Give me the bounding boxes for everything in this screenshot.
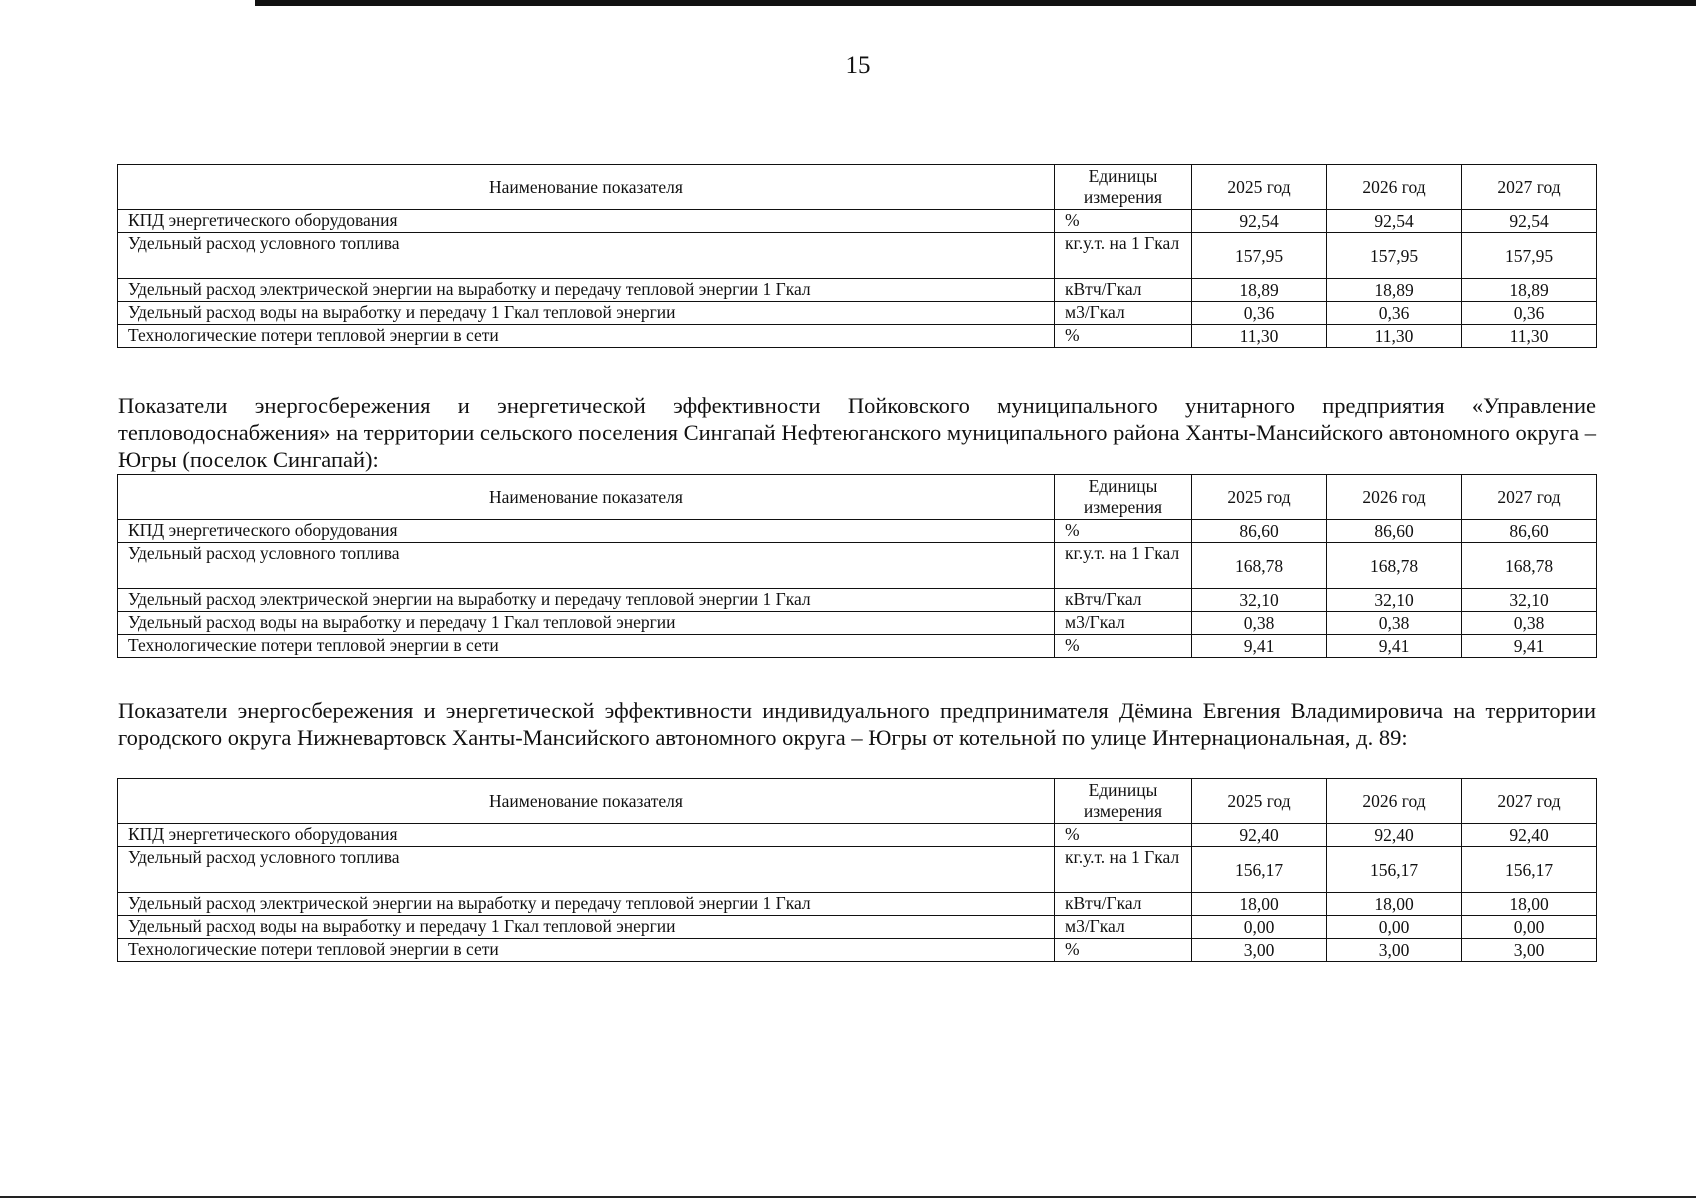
- row-name: Технологические потери тепловой энергии в сети: [118, 939, 1055, 962]
- top-rule: [255, 0, 1696, 6]
- row-value-2025: 92,40: [1192, 824, 1327, 847]
- row-unit: %: [1055, 939, 1192, 962]
- row-value-2027: 11,30: [1462, 325, 1597, 348]
- row-name: Удельный расход воды на выработку и передачу 1 Гкал тепловой энергии: [118, 302, 1055, 325]
- row-unit: м3/Гкал: [1055, 612, 1192, 635]
- row-value-2027: 3,00: [1462, 939, 1597, 962]
- row-value-2026: 18,89: [1327, 279, 1462, 302]
- row-name: Удельный расход воды на выработку и передачу 1 Гкал тепловой энергии: [118, 612, 1055, 635]
- indicators-table-1: [117, 164, 1597, 348]
- header-2027: 2027 год: [1462, 475, 1597, 520]
- row-value-2026: 0,38: [1327, 612, 1462, 635]
- indicators-table-3: [117, 778, 1597, 962]
- page-number: 15: [845, 52, 871, 79]
- header-name: Наименование показателя: [118, 475, 1055, 520]
- row-value-2026: 11,30: [1327, 325, 1462, 348]
- table-row: [118, 589, 1597, 612]
- row-name: Технологические потери тепловой энергии в сети: [118, 635, 1055, 658]
- row-value-2027: 157,95: [1462, 233, 1597, 279]
- row-value-2026: 32,10: [1327, 589, 1462, 612]
- row-value-2025: 168,78: [1192, 543, 1327, 589]
- header-unit: Единицы измерения: [1055, 475, 1192, 520]
- row-unit: кВтч/Гкал: [1055, 279, 1192, 302]
- header-2025: 2025 год: [1192, 475, 1327, 520]
- row-value-2026: 9,41: [1327, 635, 1462, 658]
- row-value-2025: 156,17: [1192, 847, 1327, 893]
- row-value-2026: 92,54: [1327, 210, 1462, 233]
- indicators-table-2: [117, 474, 1597, 658]
- table-row: [118, 520, 1597, 543]
- table-row: [118, 916, 1597, 939]
- table-row: [118, 233, 1597, 279]
- header-2027: 2027 год: [1462, 779, 1597, 824]
- row-name: Удельный расход условного топлива: [118, 233, 1055, 279]
- row-unit: м3/Гкал: [1055, 916, 1192, 939]
- row-value-2027: 168,78: [1462, 543, 1597, 589]
- row-value-2026: 168,78: [1327, 543, 1462, 589]
- header-2025: 2025 год: [1192, 165, 1327, 210]
- row-name: Удельный расход электрической энергии на выработку и передачу тепловой энергии 1 Гкал: [118, 893, 1055, 916]
- table-header-row: [118, 165, 1597, 210]
- row-value-2026: 0,00: [1327, 916, 1462, 939]
- table-row: [118, 939, 1597, 962]
- row-unit: %: [1055, 824, 1192, 847]
- header-name: Наименование показателя: [118, 165, 1055, 210]
- row-value-2025: 92,54: [1192, 210, 1327, 233]
- row-value-2026: 157,95: [1327, 233, 1462, 279]
- row-value-2025: 18,00: [1192, 893, 1327, 916]
- row-name: КПД энергетического оборудования: [118, 210, 1055, 233]
- table-row: [118, 210, 1597, 233]
- row-value-2025: 86,60: [1192, 520, 1327, 543]
- row-value-2027: 18,89: [1462, 279, 1597, 302]
- table-row: [118, 847, 1597, 893]
- row-unit: кг.у.т. на 1 Гкал: [1055, 847, 1192, 893]
- row-name: КПД энергетического оборудования: [118, 824, 1055, 847]
- row-value-2026: 86,60: [1327, 520, 1462, 543]
- row-value-2025: 18,89: [1192, 279, 1327, 302]
- row-value-2025: 9,41: [1192, 635, 1327, 658]
- table-row: [118, 635, 1597, 658]
- row-value-2027: 9,41: [1462, 635, 1597, 658]
- row-name: Удельный расход условного топлива: [118, 543, 1055, 589]
- row-value-2025: 11,30: [1192, 325, 1327, 348]
- header-name: Наименование показателя: [118, 779, 1055, 824]
- table-row: [118, 302, 1597, 325]
- row-value-2027: 156,17: [1462, 847, 1597, 893]
- table-row: [118, 612, 1597, 635]
- row-value-2027: 32,10: [1462, 589, 1597, 612]
- header-2026: 2026 год: [1327, 779, 1462, 824]
- header-2026: 2026 год: [1327, 475, 1462, 520]
- row-unit: %: [1055, 635, 1192, 658]
- row-value-2027: 18,00: [1462, 893, 1597, 916]
- table-row: [118, 893, 1597, 916]
- table-row: [118, 325, 1597, 348]
- header-2027: 2027 год: [1462, 165, 1597, 210]
- row-value-2027: 92,54: [1462, 210, 1597, 233]
- bottom-rule: [0, 1196, 1696, 1198]
- row-unit: кВтч/Гкал: [1055, 893, 1192, 916]
- row-value-2027: 0,00: [1462, 916, 1597, 939]
- table-header-row: [118, 475, 1597, 520]
- row-value-2025: 3,00: [1192, 939, 1327, 962]
- row-unit: %: [1055, 210, 1192, 233]
- row-value-2027: 86,60: [1462, 520, 1597, 543]
- row-unit: м3/Гкал: [1055, 302, 1192, 325]
- row-value-2026: 3,00: [1327, 939, 1462, 962]
- table-row: [118, 543, 1597, 589]
- table-row: [118, 824, 1597, 847]
- row-name: Удельный расход воды на выработку и передачу 1 Гкал тепловой энергии: [118, 916, 1055, 939]
- header-2026: 2026 год: [1327, 165, 1462, 210]
- row-name: Удельный расход электрической энергии на выработку и передачу тепловой энергии 1 Гкал: [118, 589, 1055, 612]
- row-unit: кг.у.т. на 1 Гкал: [1055, 233, 1192, 279]
- paragraph-2: Показатели энергосбережения и энергетической эффективности индивидуального предпринимателя Дёмина Евгения Владимировича на территории городского округа Нижневартовск Ханты-Мансийского автономного округа – Югры от котельной по улице Интернациональная, д. 89:: [118, 698, 1596, 750]
- row-value-2025: 32,10: [1192, 589, 1327, 612]
- row-unit: %: [1055, 520, 1192, 543]
- row-name: Удельный расход условного топлива: [118, 847, 1055, 893]
- table-row: [118, 279, 1597, 302]
- row-value-2025: 0,38: [1192, 612, 1327, 635]
- row-value-2025: 0,00: [1192, 916, 1327, 939]
- header-2025: 2025 год: [1192, 779, 1327, 824]
- row-unit: %: [1055, 325, 1192, 348]
- row-value-2026: 156,17: [1327, 847, 1462, 893]
- row-value-2027: 92,40: [1462, 824, 1597, 847]
- row-value-2025: 157,95: [1192, 233, 1327, 279]
- row-unit: кВтч/Гкал: [1055, 589, 1192, 612]
- row-value-2026: 18,00: [1327, 893, 1462, 916]
- row-value-2026: 0,36: [1327, 302, 1462, 325]
- row-value-2026: 92,40: [1327, 824, 1462, 847]
- row-name: КПД энергетического оборудования: [118, 520, 1055, 543]
- row-value-2025: 0,36: [1192, 302, 1327, 325]
- row-name: Технологические потери тепловой энергии в сети: [118, 325, 1055, 348]
- row-name: Удельный расход электрической энергии на выработку и передачу тепловой энергии 1 Гкал: [118, 279, 1055, 302]
- header-unit: Единицы измерения: [1055, 779, 1192, 824]
- row-unit: кг.у.т. на 1 Гкал: [1055, 543, 1192, 589]
- paragraph-1: Показатели энергосбережения и энергетической эффективности Пойковского муниципального унитарного предприятия «Управление тепловодоснабжения» на территории сельского поселения Сингапай Нефтеюганского муниципального района Ханты-Мансийского автономного округа – Югры (поселок Сингапай):: [118, 393, 1596, 472]
- row-value-2027: 0,38: [1462, 612, 1597, 635]
- row-value-2027: 0,36: [1462, 302, 1597, 325]
- table-header-row: [118, 779, 1597, 824]
- header-unit: Единицы измерения: [1055, 165, 1192, 210]
